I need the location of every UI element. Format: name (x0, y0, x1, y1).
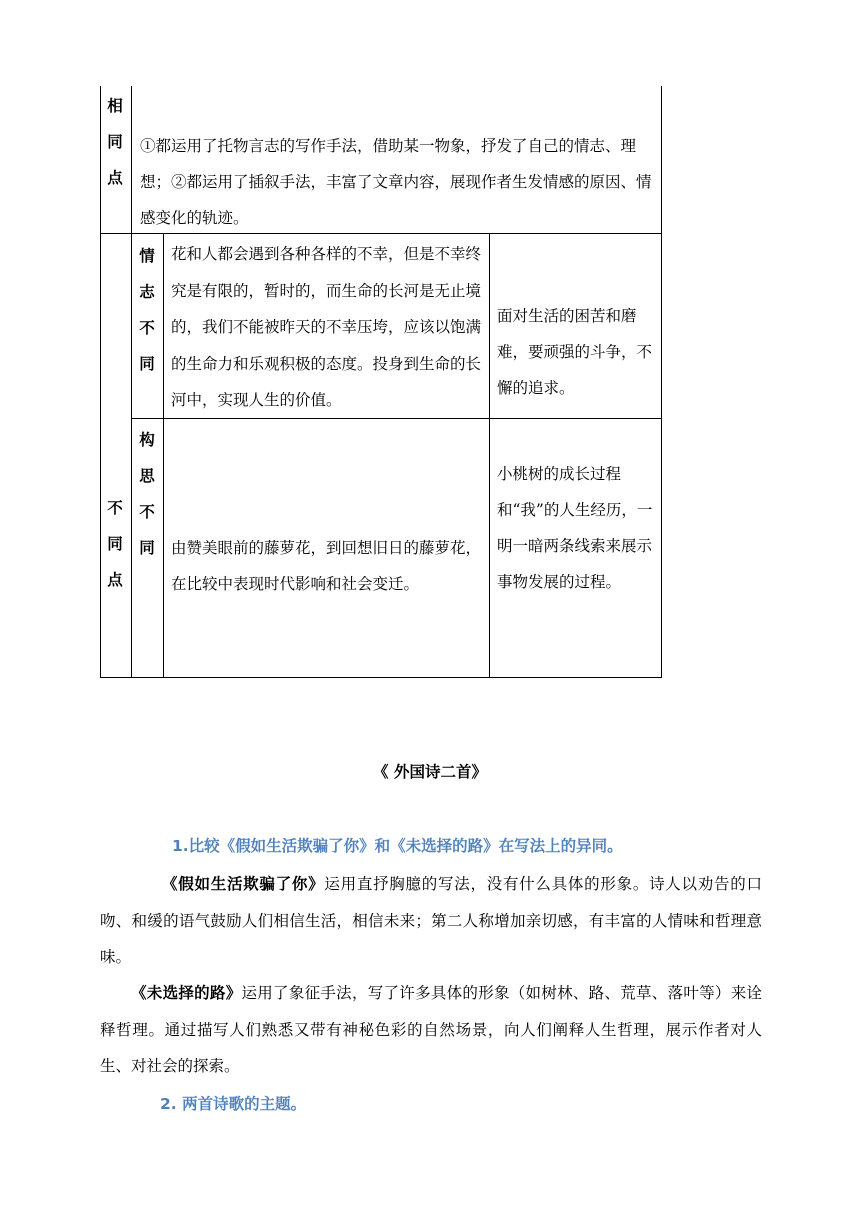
paragraph-1 (100, 866, 762, 976)
diff-points-label: 不同点 (107, 499, 123, 589)
emotion-diff-label: 情志不同 (139, 247, 155, 373)
paragraph-2-title: 《未选择的路》 (131, 984, 242, 1002)
paragraph-2-text: 运用了象征手法，写了许多具体的形象（如树林、路、荒草、落叶等）来诠释哲理。通过描写人们熟悉又带有神秘色彩的自然场景，向人们阐释人生哲理，展示作者对人生、对社会的探索。 (100, 984, 762, 1075)
paragraph-1-title: 《假如生活欺骗了你》 (162, 875, 325, 893)
structure-diff-label: 构思不同 (139, 431, 155, 557)
same-points-content: ①都运用了托物言志的写作手法，借助某一物象，抒发了自己的情志、理想；②都运用了插叙手法，丰富了文章内容，展现作者生发情感的原因、情感变化的轨迹。 (140, 137, 652, 227)
paragraph-2 (100, 975, 762, 1085)
same-points-label: 相同点 (107, 97, 123, 187)
question-2: 2. 两首诗歌的主题。 (160, 1095, 307, 1113)
structure-diff-text-b: 小桃树的成长过程和“我”的人生经历，一明一暗两条线索来展示事物发展的过程。 (497, 465, 653, 591)
paragraph-1-text: 运用直抒胸臆的写法，没有什么具体的形象。诗人以劝告的口吻、和缓的语气鼓励人们相信生活，相信未来；第二人称增加亲切感，有丰富的人情味和哲理意味。 (100, 875, 762, 966)
section-title: 《 外国诗二首》 (373, 763, 487, 781)
comparison-table (100, 86, 662, 678)
emotion-diff-text-a: 花和人都会遇到各种各样的不幸，但是不幸终究是有限的，暂时的，而生命的长河是无止境的，我们不能被昨天的不幸压垮，应该以饱满的生命力和乐观积极的态度。投身到生命的长河中，实现人生的价值。 (171, 245, 482, 409)
structure-diff-text-a: 由赞美眼前的藤萝花，到回想旧日的藤萝花，在比较中表现时代影响和社会变迁。 (171, 539, 482, 593)
emotion-diff-text-b: 面对生活的困苦和磨难，要顽强的斗争，不懈的追求。 (497, 307, 653, 397)
question-1: 1.比较《假如生活欺骗了你》和《未选择的路》在写法上的异同。 (172, 837, 623, 855)
